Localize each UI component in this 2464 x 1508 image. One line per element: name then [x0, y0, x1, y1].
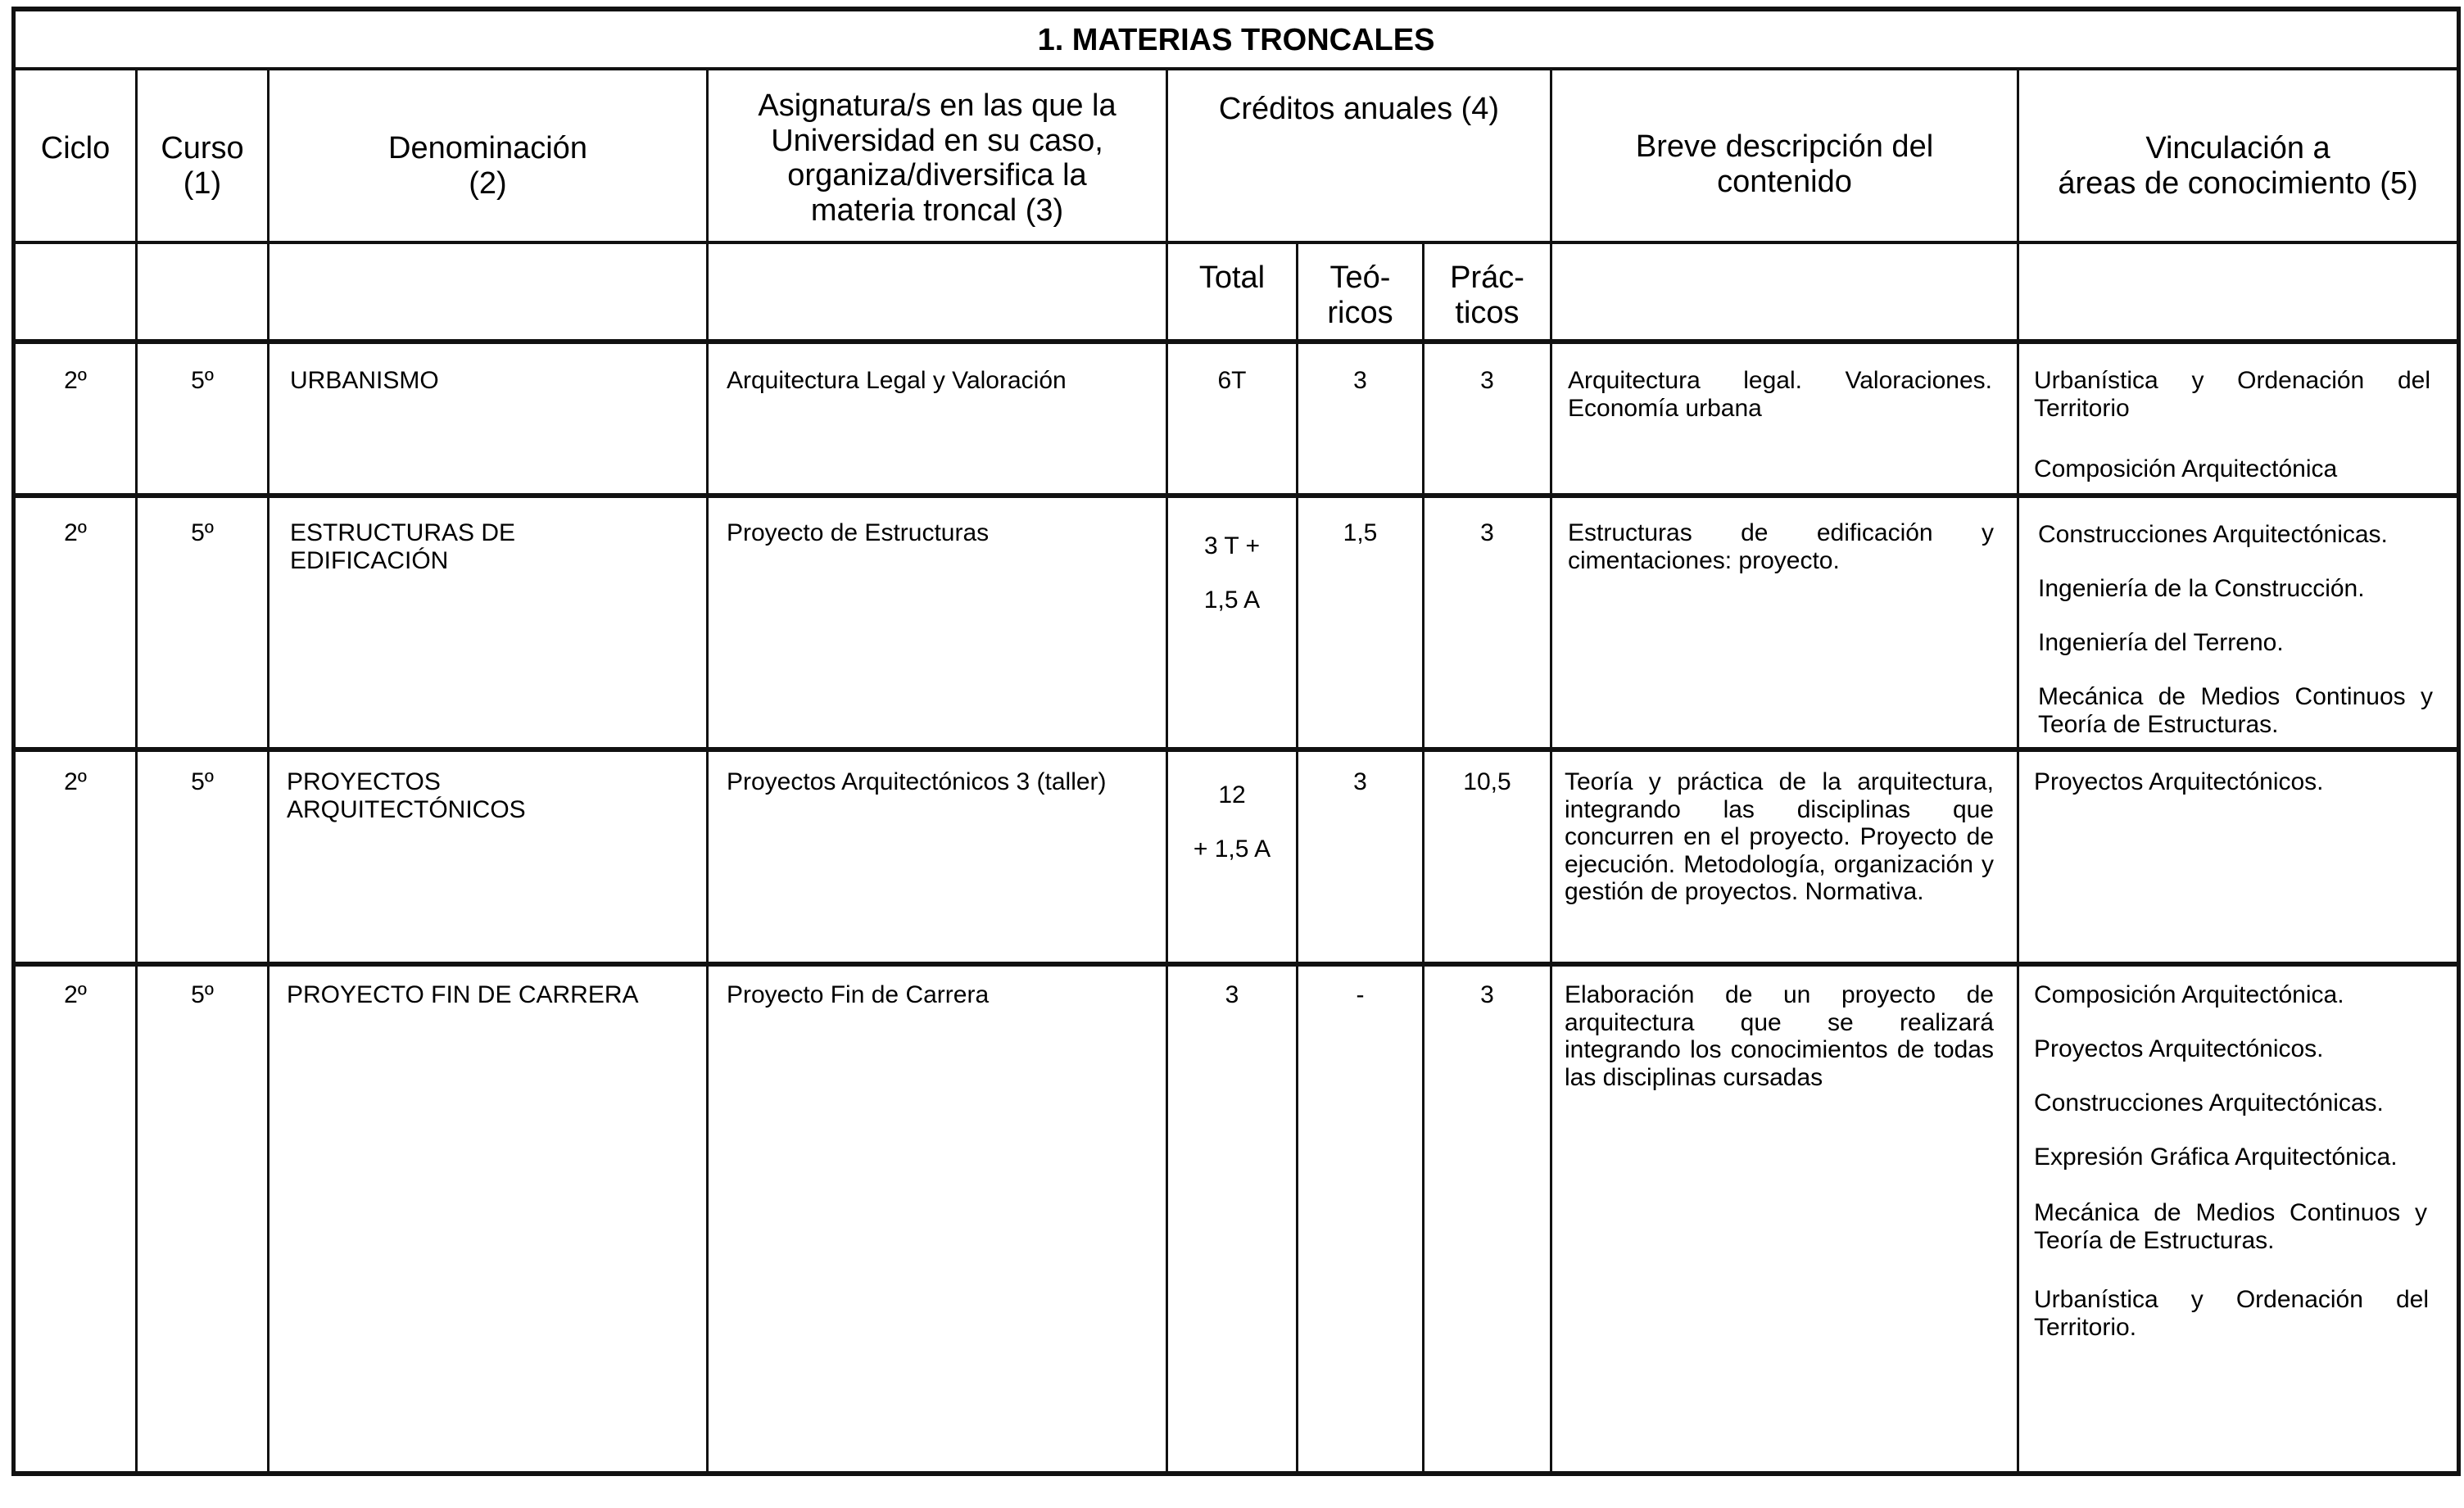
row1-area-2: Composición Arquitectónica — [2034, 455, 2338, 482]
row1-curso: 5º — [191, 367, 214, 394]
row2-area-2: Ingeniería de la Construcción. — [2038, 575, 2365, 602]
header-curso: Curso (1) — [161, 131, 244, 201]
row1-ciclo: 2º — [64, 367, 87, 394]
header-total: Total — [1198, 260, 1266, 295]
row3-denominacion: PROYECTOS ARQUITECTÓNICOS — [287, 768, 526, 823]
row3-curso: 5º — [191, 768, 214, 795]
col-divider-denominacion — [706, 67, 709, 1473]
row2-curso: 5º — [191, 519, 214, 546]
row3-ciclo: 2º — [64, 768, 87, 795]
row4-area-1: Composición Arquitectónica. — [2034, 981, 2344, 1008]
row3-descripcion: Teoría y práctica de la arquitectura, integrando las disciplinas que concurren en el proyecto. Proyecto de ejecución. Metodología, organización y gestión de proyectos. Normativa. — [1565, 768, 1994, 906]
row3-total: 12 + 1,5 A — [1193, 781, 1271, 863]
row-divider-2 — [11, 747, 2461, 752]
row4-practicos: 3 — [1480, 981, 1494, 1008]
row2-practicos: 3 — [1480, 519, 1494, 546]
header-teoricos: Teó- ricos — [1327, 260, 1393, 330]
row1-asignatura: Arquitectura Legal y Valoración — [727, 367, 1067, 394]
header-bottom-border — [11, 339, 2461, 344]
row3-area-1: Proyectos Arquitectónicos. — [2034, 768, 2324, 795]
header-vinculacion: Vinculación a áreas de conocimiento (5) — [2058, 131, 2418, 201]
col-divider-teoricos — [1422, 241, 1424, 1473]
row4-area-6: Urbanística y Ordenación del Territorio. — [2034, 1286, 2429, 1341]
title-row-divider — [11, 67, 2461, 70]
row4-asignatura: Proyecto Fin de Carrera — [727, 981, 990, 1008]
row4-descripcion: Elaboración de un proyecto de arquitectura que se realizará integrando los conocimientos de todas las disciplinas cursadas — [1565, 981, 1994, 1091]
header-asignaturas: Asignatura/s en las que la Universidad en su caso, organiza/diversifica la materia troncal (3) — [758, 88, 1116, 228]
row4-teoricos: - — [1356, 981, 1365, 1008]
row3-teoricos: 3 — [1353, 768, 1367, 795]
row-divider-3 — [11, 962, 2461, 967]
row2-asignatura: Proyecto de Estructuras — [727, 519, 990, 546]
row3-asignatura: Proyectos Arquitectónicos 3 (taller) — [727, 768, 1107, 795]
row1-total: 6T — [1217, 367, 1247, 394]
row1-descripcion: Arquitectura legal. Valoraciones. Economía urbana — [1568, 367, 1992, 422]
row1-teoricos: 3 — [1353, 367, 1367, 394]
row4-area-4: Expresión Gráfica Arquitectónica. — [2034, 1143, 2398, 1171]
row2-area-4: Mecánica de Medios Continuos y Teoría de Estructuras. — [2038, 683, 2433, 738]
col-divider-total — [1296, 241, 1298, 1473]
row1-area-1: Urbanística y Ordenación del Territorio — [2034, 367, 2430, 422]
row2-descripcion: Estructuras de edificación y cimentaciones: proyecto. — [1568, 519, 1994, 574]
header-descripcion: Breve descripción del contenido — [1635, 129, 1934, 199]
row1-denominacion: URBANISMO — [290, 367, 439, 394]
row4-ciclo: 2º — [64, 981, 87, 1008]
table-left-border — [11, 7, 16, 1476]
table-title: 1. MATERIAS TRONCALES — [1037, 23, 1435, 57]
row3-practicos: 10,5 — [1463, 768, 1511, 795]
col-divider-descripcion — [2017, 67, 2019, 1473]
header-divider — [11, 241, 2461, 244]
row4-curso: 5º — [191, 981, 214, 1008]
table-bottom-border — [11, 1471, 2461, 1476]
header-denominacion: Denominación (2) — [388, 131, 587, 201]
row2-teoricos: 1,5 — [1343, 519, 1378, 546]
row2-area-1: Construcciones Arquitectónicas. — [2038, 521, 2388, 548]
table-right-border — [2457, 7, 2461, 1476]
row2-total: 3 T + 1,5 A — [1203, 532, 1261, 614]
row4-area-5: Mecánica de Medios Continuos y Teoría de Estructuras. — [2034, 1199, 2427, 1254]
header-ciclo: Ciclo — [40, 131, 111, 165]
row4-total: 3 — [1225, 981, 1239, 1008]
row2-denominacion: ESTRUCTURAS DE EDIFICACIÓN — [290, 519, 516, 574]
row4-denominacion: PROYECTO FIN DE CARRERA — [287, 981, 639, 1008]
row1-practicos: 3 — [1480, 367, 1494, 394]
row2-ciclo: 2º — [64, 519, 87, 546]
col-divider-curso — [267, 67, 270, 1473]
header-creditos: Créditos anuales (4) — [1218, 92, 1500, 126]
table-top-border — [11, 7, 2461, 11]
row-divider-1 — [11, 493, 2461, 498]
header-practicos: Prác- ticos — [1450, 260, 1524, 330]
col-divider-practicos — [1550, 67, 1552, 1473]
row4-area-2: Proyectos Arquitectónicos. — [2034, 1035, 2324, 1062]
row2-area-3: Ingeniería del Terreno. — [2038, 629, 2284, 656]
row4-area-3: Construcciones Arquitectónicas. — [2034, 1089, 2384, 1116]
